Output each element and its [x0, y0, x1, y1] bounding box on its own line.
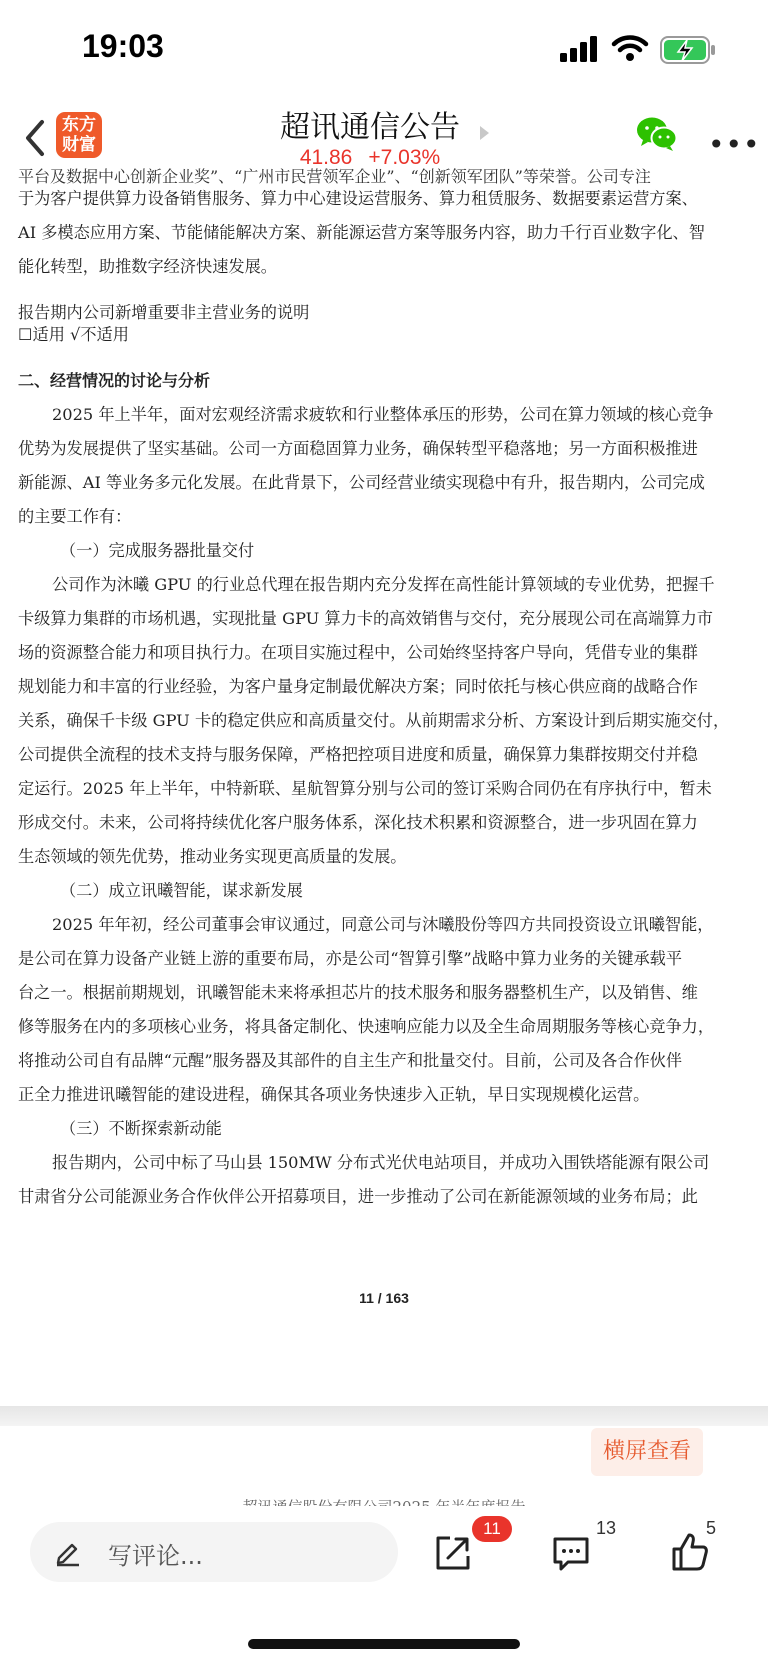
- text-line: 场的资源整合能力和项目执行力。在项目实施过程中，公司始终坚持客户导向，凭借专业的集群: [18, 643, 698, 662]
- text-line: 报告期内，公司中标了马山县 150MW 分布式光伏电站项目，并成功入围铁塔能源有限公司: [52, 1153, 710, 1172]
- like-icon[interactable]: [670, 1532, 710, 1572]
- eastmoney-logo[interactable]: [56, 112, 102, 158]
- more-options-icon[interactable]: •••: [708, 128, 761, 161]
- non-main-title: 报告期内公司新增重要非主营业务的说明: [18, 303, 310, 322]
- text-line: 是公司在算力设备产业链上游的重要布局，亦是公司“智算引擎”战略中算力业务的关键承载平: [18, 949, 683, 968]
- stock-change: +7.03%: [368, 146, 441, 169]
- quote-arrow-icon[interactable]: [480, 126, 489, 140]
- logo-text-top: 东方: [62, 115, 96, 135]
- text-line: 公司提供全流程的技术支持与服务保障，严格把控项目进度和质量，确保算力集群按期交付并稳: [18, 745, 698, 764]
- back-icon[interactable]: [18, 116, 54, 160]
- text-line: 2025 年上半年，面对宏观经济需求疲软和行业整体承压的形势，公司在算力领域的核心竞争: [52, 405, 714, 424]
- status-bar: [0, 0, 768, 100]
- text-line: 台之一。根据前期规划，讯曦智能未来将承担芯片的技术服务和服务器整机生产，以及销售、维: [18, 983, 698, 1002]
- text-line: 卡级算力集群的市场机遇，实现批量 GPU 算力卡的高效销售与交付，充分展现公司在高端算力市: [18, 609, 713, 628]
- text-line: 的主要工作有：: [18, 507, 132, 526]
- comment-input[interactable]: [30, 1522, 398, 1582]
- text-line: 关系，确保千卡级 GPU 卡的稳定供应和高质量交付。从前期需求分析、方案设计到后期实施交付，: [18, 711, 730, 730]
- text-line: 2025 年年初，经公司董事会审议通过，同意公司与沐曦股份等四方共同投资设立讯曦智能，: [52, 915, 714, 934]
- comment-count: 13: [596, 1518, 617, 1538]
- like-count: 5: [706, 1518, 717, 1538]
- bottom-action-bar: [0, 1506, 768, 1663]
- pen-icon: [54, 1538, 82, 1566]
- landscape-view-button[interactable]: 横屏查看: [591, 1428, 703, 1476]
- signal-icon: [560, 36, 600, 62]
- comment-placeholder: 写评论...: [108, 1542, 203, 1570]
- page-number: 11 / 163: [359, 1290, 409, 1306]
- text-line: 能化转型，助推数字经济快速发展。: [18, 257, 277, 276]
- text-line: 形成交付。未来，公司将持续优化客户服务体系，深化技术积累和资源整合，进一步巩固在算力: [18, 813, 698, 832]
- text-line: 新能源、AI 等业务多元化发展。在此背景下，公司经营业绩实现稳中有升，报告期内，公司完成: [18, 473, 705, 492]
- section-heading: 二、经营情况的讨论与分析: [18, 371, 211, 390]
- text-line: 定运行。2025 年上半年，中特新联、星航智算分别与公司的签订采购合同仍在有序执行中，暂未: [18, 779, 712, 798]
- subsection-title: （一）完成服务器批量交付: [60, 541, 255, 560]
- page-title[interactable]: 超讯通信公告: [280, 110, 460, 145]
- text-line: 甘肃省分公司能源业务合作伙伴公开招募项目，进一步推动了公司在新能源领域的业务布局；此: [18, 1187, 698, 1206]
- battery-icon: [660, 36, 716, 64]
- cut-off-text-line: 平台及数据中心创新企业奖”、“广州市民营领军企业”、“创新领军团队”等荣誉。公司专注: [18, 167, 651, 186]
- wifi-icon: [612, 34, 648, 62]
- text-line: 公司作为沐曦 GPU 的行业总代理在报告期内充分发挥在高性能计算领域的专业优势，把握千: [52, 575, 715, 594]
- text-line: 修等服务在内的多项核心业务，将具备定制化、快速响应能力以及全生命周期服务等核心竞争力，: [18, 1017, 715, 1036]
- subsection-title: （三）不断探索新动能: [60, 1119, 222, 1138]
- share-count-badge: 11: [472, 1516, 512, 1542]
- share-icon[interactable]: [434, 1534, 472, 1572]
- text-line: 生态领域的领先优势，推动业务实现更高质量的发展。: [18, 847, 407, 866]
- section-two: [18, 364, 752, 1214]
- text-line: 优势为发展提供了坚实基础。公司一方面稳固算力业务，确保转型平稳落地；另一方面积极推进: [18, 439, 698, 458]
- text-line: AI 多模态应用方案、节能储能解决方案、新能源运营方案等服务内容，助力千行百业数字化、智: [18, 223, 705, 242]
- non-main-options: ☐适用 √不适用: [18, 325, 129, 344]
- text-line: 将推动公司自有品牌“元醒”服务器及其部件的自主生产和批量交付。目前，公司及各合作伙伴: [18, 1051, 683, 1070]
- intro-paragraph: [18, 182, 752, 284]
- status-time: 19:03: [82, 28, 164, 64]
- text-line: 规划能力和丰富的行业经验，为客户量身定制最优解决方案；同时依托与核心供应商的战略合作: [18, 677, 698, 696]
- home-indicator: [248, 1639, 520, 1649]
- subsection-title: （二）成立讯曦智能，谋求新发展: [60, 881, 303, 900]
- text-line: 正全力推进讯曦智能的建设进程，确保其各项业务快速步入正轨，早日实现规模化运营。: [18, 1085, 650, 1104]
- non-main-business-note: [18, 302, 752, 346]
- stock-price: 41.86: [299, 146, 353, 169]
- text-line: 于为客户提供算力设备销售服务、算力中心建设运营服务、算力租赁服务、数据要素运营方案、: [18, 189, 698, 208]
- wechat-icon[interactable]: [636, 116, 678, 152]
- page-divider: [0, 1406, 768, 1426]
- logo-text-bottom: 财富: [62, 135, 96, 155]
- next-page-header: [0, 1492, 768, 1506]
- document-viewer[interactable]: [0, 167, 768, 1408]
- comment-icon[interactable]: [552, 1536, 590, 1572]
